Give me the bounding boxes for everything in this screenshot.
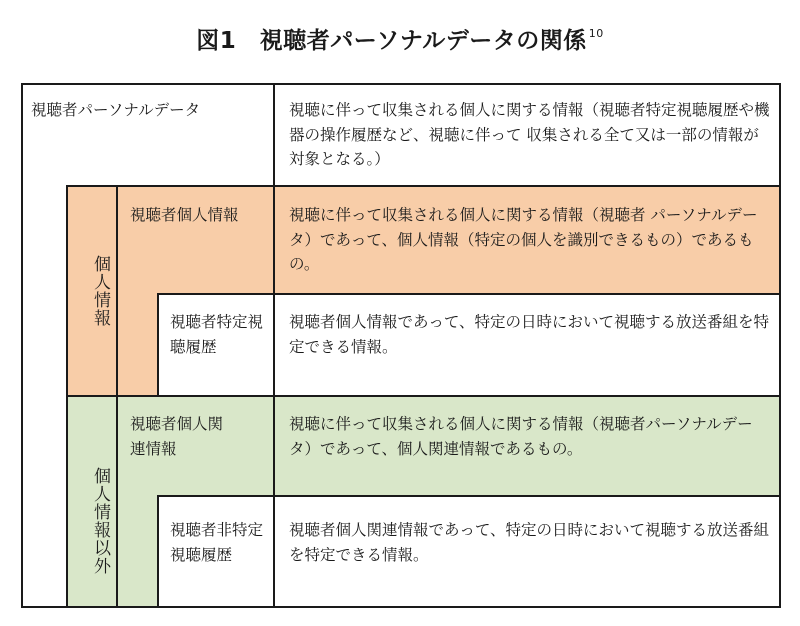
outer-left-border: [21, 83, 23, 608]
viewer-specific-history-description: 視聴者個人情報であって、特定の日時において視聴する放送番組を特定できる情報。: [289, 313, 770, 356]
personal-info-sub-left: [157, 293, 159, 396]
viewer-nonspecific-history-label: 視聴者非特定視聴履歴: [170, 521, 264, 564]
viewer-related-info-label: 視聴者個人関連情報: [130, 415, 224, 458]
viewer-personal-info-label: 視聴者個人情報: [130, 206, 239, 224]
personal-info-sub-divider: [157, 293, 781, 295]
viewer-nonspecific-history-description: 視聴者個人関連情報であって、特定の日時において視聴する放送番組を特定できる情報。: [289, 521, 770, 564]
viewer-specific-history-label: 視聴者特定視聴履歴: [170, 313, 264, 356]
personal-data-bottom-border: [66, 185, 781, 187]
footnote-marker: 10: [588, 27, 604, 40]
personal-info-group-label: 個人情報: [90, 255, 110, 327]
outer-bottom-border: [21, 606, 781, 608]
outer-top-border: [21, 83, 781, 85]
personal-data-description: 視聴に伴って収集される個人に関する情報（視聴者特定視聴履歴や機器の操作履歴など、視聴に伴って 収集される全て又は一部の情報が対象となる。）: [289, 101, 770, 168]
non-personal-sub-left: [157, 495, 159, 608]
description-column-divider: [273, 83, 275, 608]
figure-title-text: 図1 視聴者パーソナルデータの関係: [196, 28, 587, 54]
viewer-personal-info-description: 視聴に伴って収集される個人に関する情報（視聴者 パーソナルデータ）であって、個人情報（特定の個人を識別できるもの）であるもの。: [289, 206, 758, 273]
personal-data-label: 視聴者パーソナルデータ: [31, 101, 201, 119]
non-personal-group-label: 個人情報以外: [90, 467, 110, 575]
outer-right-border: [779, 83, 781, 608]
group-separator: [66, 395, 781, 397]
non-personal-sub-divider: [157, 495, 781, 497]
viewer-related-info-description: 視聴に伴って収集される個人に関する情報（視聴者パーソナルデータ）であって、個人関連情報であるもの。: [289, 415, 753, 458]
